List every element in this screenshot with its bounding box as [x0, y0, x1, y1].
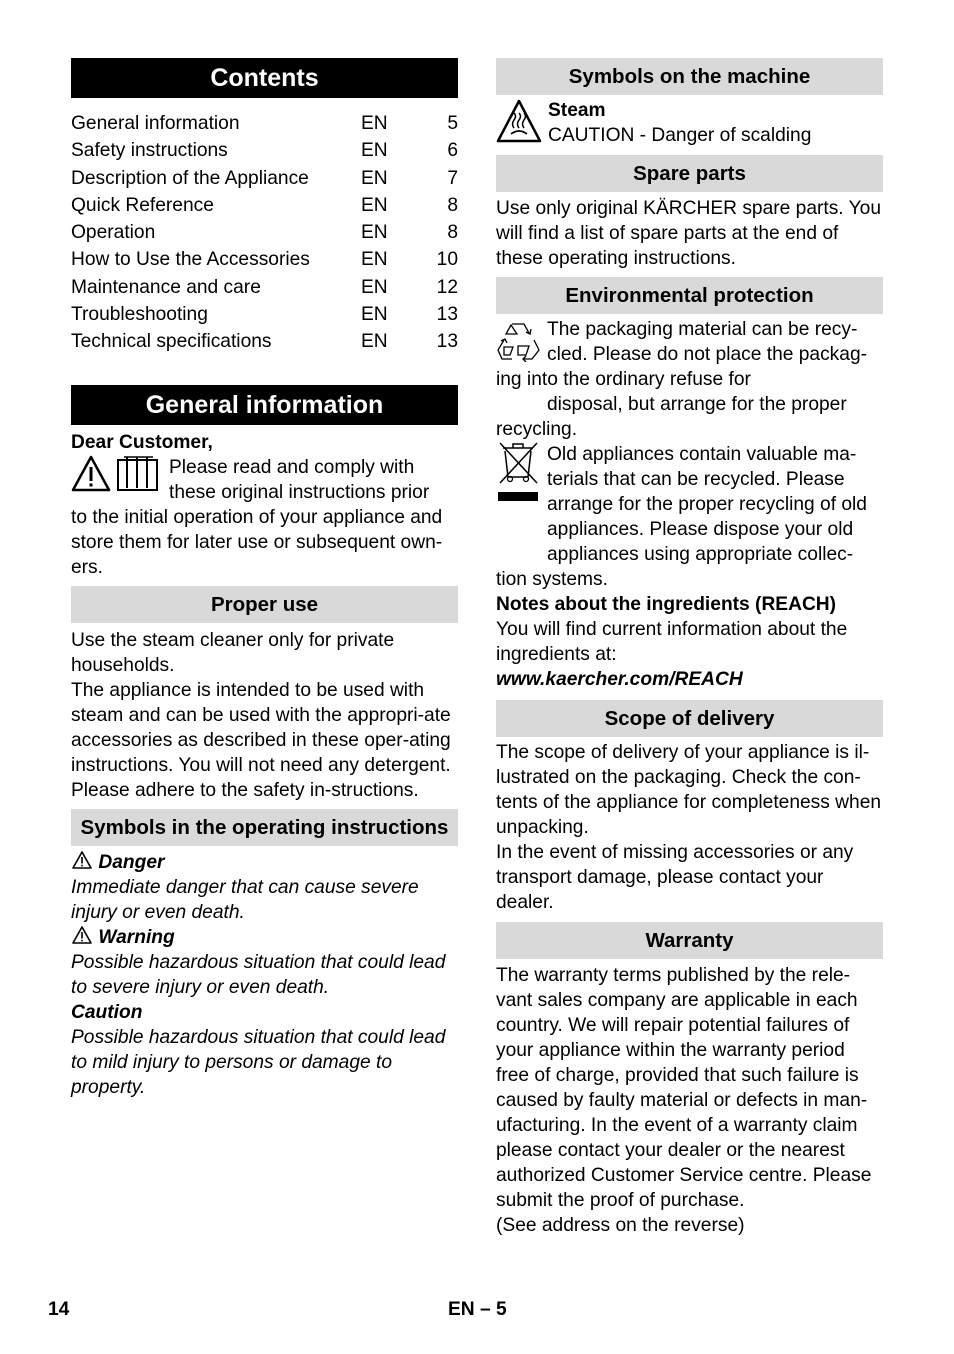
page-ref: EN – 5: [448, 1299, 507, 1320]
toc-row[interactable]: [71, 328, 458, 355]
toc-page: 6: [447, 140, 458, 162]
intro-line1: Please read and comply with: [169, 456, 415, 478]
crossed-bin-icon: [496, 439, 541, 505]
toc-row[interactable]: [71, 110, 458, 137]
scope-p2: In the event of missing accessories or any transport damage, please contact your dealer.: [496, 842, 854, 913]
steam-block: [496, 98, 883, 148]
warning-triangle-icon: [71, 454, 163, 494]
warranty-p2: (See address on the reverse): [496, 1215, 745, 1236]
reach-text: You will find current information about the ingredients at:: [496, 619, 848, 665]
toc-title: Maintenance and care: [71, 276, 261, 298]
toc-row[interactable]: [71, 219, 458, 246]
toc-row[interactable]: [71, 301, 458, 328]
page-number: 14: [48, 1299, 70, 1320]
toc-page: 13: [436, 331, 458, 353]
greeting: Dear Customer,: [71, 431, 213, 453]
reach-heading: Notes about the ingredients (REACH): [496, 594, 837, 615]
toc-title: Troubleshooting: [71, 304, 208, 326]
toc-page: 13: [436, 304, 458, 326]
symbols-ops-heading: Symbols in the operating instructions: [71, 809, 458, 846]
contents-heading: Contents: [71, 58, 458, 98]
scope-heading: Scope of delivery: [496, 700, 883, 737]
steam-text: CAUTION - Danger of scalding: [548, 125, 812, 146]
old-l3: arrange for the proper recycling of old: [547, 494, 867, 515]
reach-link[interactable]: www.kaercher.com/REACH: [496, 669, 743, 690]
old-appliances-block: [496, 442, 883, 592]
environment-heading: Environmental protection: [496, 277, 883, 314]
toc-page: 8: [447, 222, 458, 244]
old-l5: appliances using appropriate collec-: [547, 544, 854, 565]
old-l4: appliances. Please dispose your old: [547, 519, 854, 540]
toc-title: Safety instructions: [71, 140, 228, 162]
old-l1: Old appliances contain valuable ma-: [547, 444, 857, 465]
packaging-block: [496, 317, 883, 442]
toc-title: How to Use the Accessories: [71, 249, 310, 271]
warning-line: [71, 925, 458, 950]
warranty-heading: Warranty: [496, 922, 883, 959]
warranty-p1: The warranty terms published by the rele-vant sales company are applicable in each country. We will repair potential failures of your appliance within the warranty period free of charge, provided that such failure is caused by faulty material or defects in man-ufacturing. In the event of a warranty claim please contact your dealer or the nearest authorized Customer Service centre. Please submit the proof of purchase.: [496, 965, 872, 1211]
danger-text: Immediate danger that can cause severe injury or even death.: [71, 876, 419, 923]
toc-page: 8: [447, 194, 458, 216]
old-l6: tion systems.: [496, 569, 608, 590]
caution-label: Caution: [71, 1001, 143, 1023]
packaging-l5: recycling.: [496, 419, 578, 440]
toc-page: 5: [447, 113, 458, 134]
spare-parts-heading: Spare parts: [496, 155, 883, 192]
steam-label: Steam: [548, 100, 606, 121]
right-column: [496, 58, 883, 1238]
toc-title: Quick Reference: [71, 194, 214, 216]
packaging-l1: The packaging material can be recy-: [547, 319, 858, 340]
proper-use-heading: Proper use: [71, 586, 458, 623]
proper-use-p1: Use the steam cleaner only for private households.: [71, 629, 395, 676]
intro-icons: [71, 454, 163, 494]
warning-text: Possible hazardous situation that could lead to severe injury or even death.: [71, 951, 446, 998]
toc-row[interactable]: [71, 165, 458, 192]
spare-parts-text: Use only original KÄRCHER spare parts. You will find a list of spare parts at the end of these operating instructions.: [496, 198, 882, 269]
recycling-icon: [496, 320, 541, 362]
caution-text: Possible hazardous situation that could lead to mild injury to persons or damage to property.: [71, 1026, 446, 1098]
toc-row[interactable]: [71, 192, 458, 219]
intro-line2: these original instructions prior: [169, 481, 430, 503]
left-column: [71, 58, 458, 1100]
symbols-machine-heading: Symbols on the machine: [496, 58, 883, 95]
toc-title: Description of the Appliance: [71, 167, 309, 189]
toc-page: 7: [447, 167, 458, 189]
toc-page: 10: [436, 249, 458, 271]
scope-p1: The scope of delivery of your appliance is il-lustrated on the packaging. Check the con-tents of the appliance for completeness when unpacking.: [496, 742, 882, 838]
toc-lang: EN: [361, 276, 388, 298]
toc-lang: EN: [361, 167, 388, 189]
table-of-contents: [71, 110, 458, 356]
intro-block: [71, 455, 458, 580]
warning-triangle-icon: [71, 850, 93, 870]
toc-row[interactable]: [71, 274, 458, 301]
proper-use-p2: The appliance is intended to be used with steam and can be used with the appropri-ate accessories as described in these oper-ating instructions. You will not need any detergent. Please adhere to the safety in-structions.: [71, 679, 451, 801]
toc-lang: EN: [361, 113, 388, 134]
toc-lang: EN: [361, 331, 388, 353]
toc-lang: EN: [361, 194, 388, 216]
toc-lang: EN: [361, 222, 388, 244]
toc-lang: EN: [361, 249, 388, 271]
toc-row[interactable]: [71, 137, 458, 164]
manual-book-icon: [118, 457, 157, 490]
danger-line: [71, 850, 458, 875]
old-l2: terials that can be recycled. Please: [547, 469, 845, 490]
toc-page: 12: [436, 276, 458, 298]
intro-rest: to the initial operation of your appliance and store them for later use or subsequent own-ers.: [71, 506, 443, 578]
toc-title: Operation: [71, 222, 156, 244]
packaging-l3: ing into the ordinary refuse for: [496, 369, 751, 390]
steam-warning-icon: [496, 98, 542, 144]
packaging-l2: cled. Please do not place the packag-: [547, 344, 868, 365]
toc-title: Technical specifications: [71, 331, 272, 353]
toc-title: General information: [71, 113, 240, 134]
toc-row[interactable]: [71, 246, 458, 273]
toc-lang: EN: [361, 140, 388, 162]
general-info-heading: General information: [71, 385, 458, 425]
toc-lang: EN: [361, 304, 388, 326]
warning-triangle-icon: [71, 925, 93, 945]
packaging-l4: disposal, but arrange for the proper: [547, 394, 847, 415]
warning-label: Warning: [98, 926, 175, 948]
danger-label: Danger: [98, 851, 165, 873]
